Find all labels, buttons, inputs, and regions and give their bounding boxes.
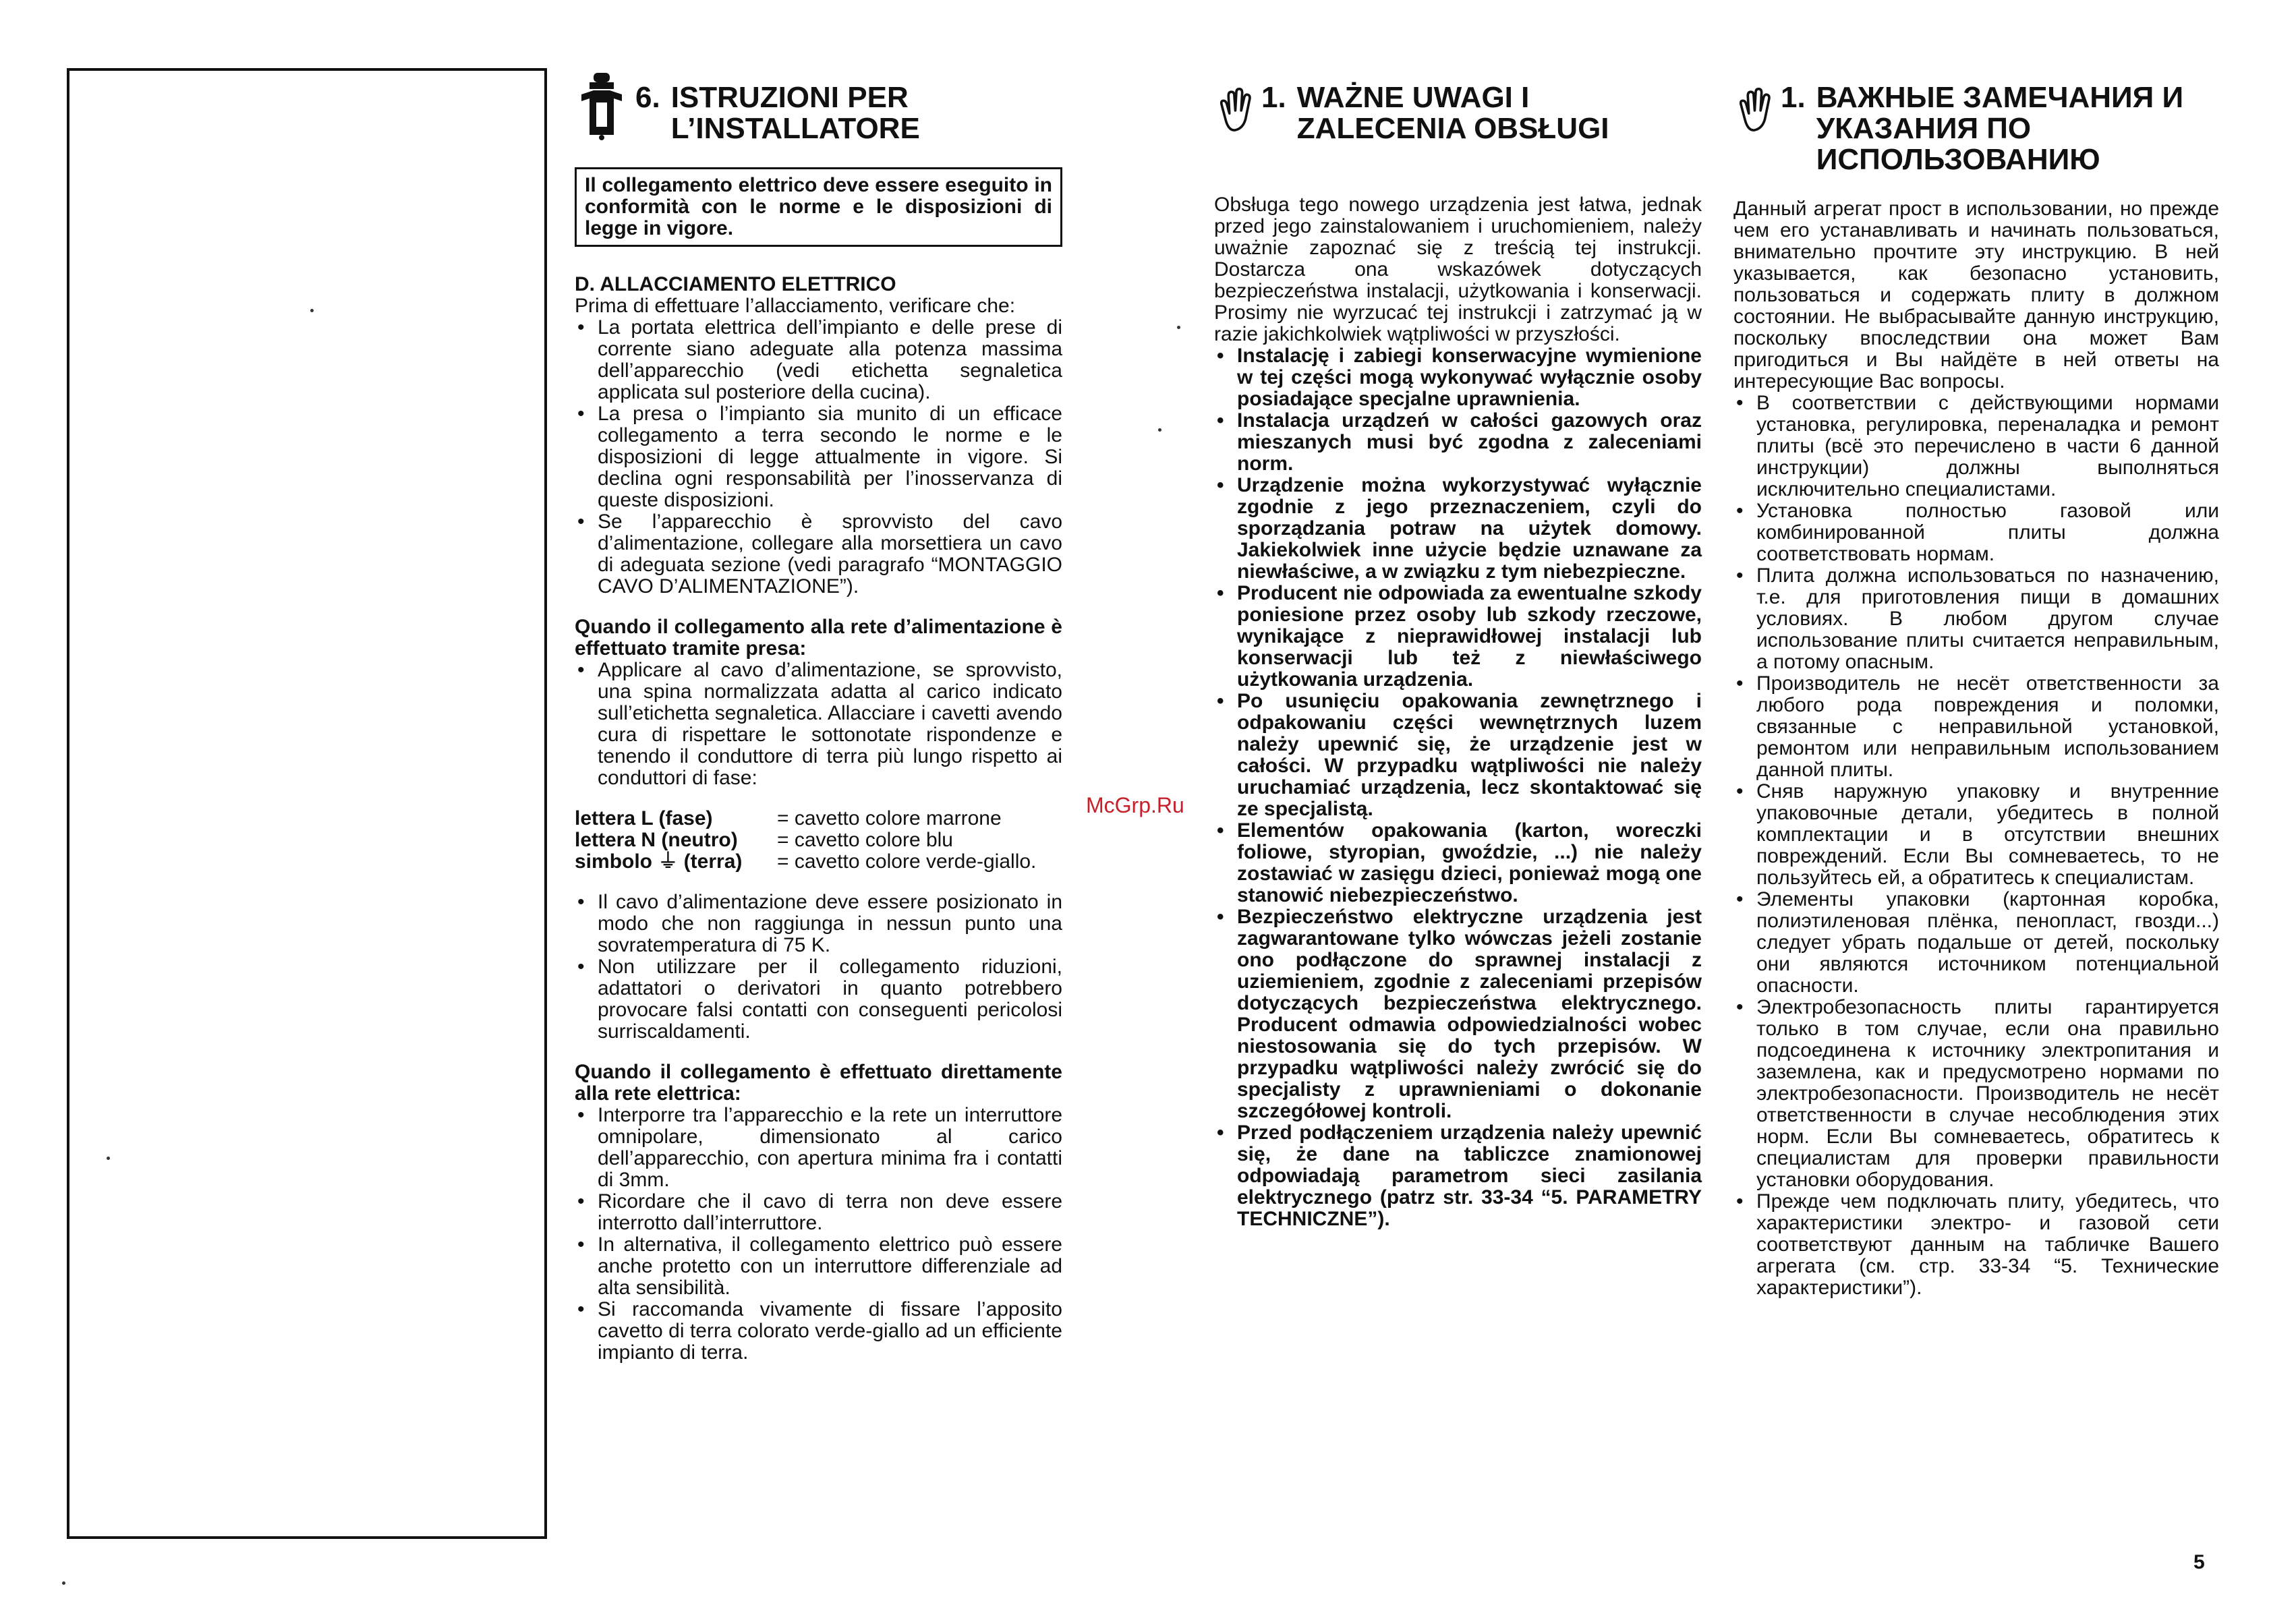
- list-item: • Установка полностью газовой или комбинированной плиты должна соответствовать нормам.: [1733, 500, 2219, 565]
- list-item: • Se l’apparecchio è sprovvisto del cavo d’alimentazione, collegare alla morsettiera un cavo di adeguata sezione (vedi paragrafo “MONTAGGIO CAVO D’ALIMENTAZIONE”).: [575, 511, 1062, 598]
- polish-section-number: 1.: [1261, 81, 1286, 114]
- list-item: • Электробезопасность плиты гарантируется только в том случае, если она правильно подсоединена к источнику электропитания и заземлена, как и предусмотрено нормами по электробезопасности. Производитель не несёт ответственности в случае несоблюдения этих норм. Если Вы сомневаетесь, обратитесь к специалистам для проверки правильности установки оборудования.: [1733, 997, 2219, 1191]
- list-item: • Il cavo d’alimentazione deve essere posizionato in modo che non raggiunga in nessun punto una sovratemperatura di 75 K.: [575, 892, 1062, 956]
- list-item: • Non utilizzare per il collegamento riduzioni, adattatori o derivatori in quanto potrebbero provocare falsi contatti con conseguenti pericolosi surriscaldamenti.: [575, 956, 1062, 1043]
- page-number: 5: [2193, 1551, 2205, 1573]
- list-item: • Производитель не несёт ответственности за любого рода повреждения и поломки, связанные с неправильной установкой, ремонтом или неправильным использованием данной плиты.: [1733, 673, 2219, 781]
- section-d-title: D. ALLACCIAMENTO ELETTRICO: [575, 273, 896, 295]
- wire-label: simbolo ⏚ (terra): [575, 850, 743, 873]
- wire-value: = cavetto colore verde-giallo.: [777, 850, 1037, 873]
- scan-speck: [1158, 428, 1161, 432]
- list-item: • Прежде чем подключать плиту, убедитесь, что характеристики электро- и газовой сети соответствуют данным на табличке Вашего агрегата (см. стр. 33-34 “5. Технические характеристики”).: [1733, 1191, 2219, 1299]
- list-item: • Сняв наружную упаковку и внутренние упаковочные детали, убедитесь в полной комплектации и в отсутствии внешних повреждений. Если Вы сомневаетесь, то не пользуйтесь ей, а обратитесь к специалистам.: [1733, 781, 2219, 889]
- russian-intro: Данный агрегат прост в использовании, но прежде чем его устанавливать и начинать пользоваться, внимательно прочтите эту инструкцию. В ней указывается, как безопасно установить, пользоваться и содержать плиту в должном состоянии. Не выбрасывайте данную инструкцию, поскольку впоследствии она может Вам пригодиться и Вы найдёте в ней ответы на интересующие Вас вопросы.: [1733, 198, 2219, 392]
- blank-panel: [67, 68, 547, 1539]
- italian-intro: Prima di effettuare l’allacciamento, verificare che:: [575, 295, 1016, 317]
- direct-list: [575, 1105, 1062, 1364]
- polish-title-line1: WAŻNE UWAGI I: [1296, 81, 1530, 114]
- italian-title-line2: L’INSTALLATORE: [670, 112, 920, 145]
- russian-list: [1733, 392, 2219, 1299]
- list-item: • Плита должна использоваться по назначению, т.е. для приготовления пищи в домашних условиях. В любом другом случае использование плиты считается неправильным, а потому опасным.: [1733, 565, 2219, 673]
- italian-section-number: 6.: [635, 81, 660, 114]
- list-item: • Ricordare che il cavo di terra non deve essere interrotto dall’interruttore.: [575, 1191, 1062, 1234]
- polish-intro: Obsługa tego nowego urządzenia jest łatwa, jednak przed jego zainstalowaniem i uruchomieniem, należy uważnie zapoznać się z treścią tej instrukcji. Dostarcza ona wskazówek dotyczących bezpieczeństwa instalacji, użytkowania i konserwacji. Prosimy nie wyrzucać tej instrukcji i zatrzymać ją w razie jakichkolwiek wątpliwości w przyszłości.: [1214, 194, 1702, 345]
- hand-icon: [1733, 85, 1774, 139]
- list-item: • Элементы упаковки (картонная коробка, полиэтиленовая плёнка, пенопласт, гвозди...) следует убрать подальше от детей, поскольку они являются источником потенциальной опасности.: [1733, 889, 2219, 997]
- list-item: • La portata elettrica dell’impianto e delle prese di corrente siano adeguate alla potenza massima dell’apparecchio (vedi etichetta segnaletica applicata sul posteriore della cucina).: [575, 317, 1062, 403]
- list-item: • In alternativa, il collegamento elettrico può essere anche protetto con un interruttore differenziale ad alta sensibilità.: [575, 1234, 1062, 1299]
- russian-section-title: [1816, 82, 2183, 175]
- wire-value: = cavetto colore marrone: [777, 807, 1002, 829]
- italian-section-title: [671, 82, 920, 144]
- italian-section-header: [575, 67, 1062, 144]
- cable-list: [575, 892, 1062, 1043]
- list-item: • Urządzenie można wykorzystywać wyłącznie zgodnie z jego przeznaczeniem, czyli do sporządzania potraw na użytek domowy. Jakiekolwiek inne użycie będzie uznawane za niewłaściwe, a w związku z tym niebezpieczne.: [1214, 475, 1702, 583]
- polish-list: [1214, 345, 1702, 1230]
- list-item: • Elementów opakowania (karton, woreczki foliowe, styropian, gwoździe, ...) nie należy zostawiać w zasięgu dzieci, ponieważ mogą one stanowić niebezpieczeństwo.: [1214, 820, 1702, 906]
- list-item: • La presa o l’impianto sia munito di un efficace collegamento a terra secondo le norme e le disposizioni di legge attualmente in vigore. Si declina ogni responsabilità per l’inosservanza di queste disposizioni.: [575, 403, 1062, 511]
- italian-checks-list: [575, 317, 1062, 598]
- polish-title-line2: ZALECENIA OBSŁUGI: [1296, 112, 1609, 145]
- wire-label: lettera N (neutro): [575, 829, 738, 851]
- installer-icon: [575, 67, 629, 142]
- list-item: • Producent nie odpowiada za ewentualne szkody poniesione przez osoby lub szkody rzeczowe, wynikające z nieprawidłowej instalacji lub konserwacji lub też z niewłaściwego użytkowania urządzenia.: [1214, 583, 1702, 691]
- russian-column: [1733, 67, 2219, 1299]
- list-item: • Bezpieczeństwo elektryczne urządzenia jest zagwarantowane tylko wówczas jeżeli zostanie ono podłączone do sprawnej instalacji z uziemieniem, zgodnie z zaleceniami przepisów dotyczących bezpieczeństwa elektrycznego. Producent odmawia odpowiedzialności wobec niestosowania się do tych przepisów. W przypadku wątpliwości należy zwrócić się do specjalisty z uprawnieniami o dokonanie szczegółowej kontroli.: [1214, 906, 1702, 1122]
- italian-title-line1: ISTRUZIONI PER: [670, 81, 909, 114]
- list-item: • Applicare al cavo d’alimentazione, se sprovvisto, una spina normalizzata adatta al carico indicato sull’etichetta segnaletica. Allacciare i cavetti avendo cura di rispettare le sottonotate rispondenze e tenendo il conduttore di terra più lungo rispetto ai conduttori di fase:: [575, 660, 1062, 789]
- list-item: • Przed podłączeniem urządzenia należy upewnić się, że dane na tabliczce znamionowej odpowiadają parametrom sieci zasilania elektrycznego (patrz str. 33-34 “5. PARAMETRY TECHNICZNE”).: [1214, 1122, 1702, 1230]
- russian-section-number: 1.: [1781, 81, 1806, 114]
- wire-color-table: [575, 808, 1062, 873]
- scan-speck: [1177, 326, 1180, 329]
- list-item: • В соответствии с действующими нормами установка, регулировка, переналадка и ремонт плиты (всё это перечислено в части 6 данной инструкции) должны выполняться исключительно специалистами.: [1733, 392, 2219, 500]
- russian-title-line3: ИСПОЛЬЗОВАНИЮ: [1816, 143, 2100, 176]
- polish-column: [1214, 67, 1702, 1230]
- list-item: • Po usunięciu opakowania zewnętrznego i odpakowaniu części wewnętrznych luzem należy upewnić się, że urządzenie jest w całości. W przypadku wątpliwości nie należy uruchamiać urządzenia, lecz skontaktować się ze specjalistą.: [1214, 691, 1702, 820]
- polish-section-header: [1214, 67, 1702, 144]
- wire-value: = cavetto colore blu: [777, 829, 953, 851]
- wire-label: lettera L (fase): [575, 807, 713, 829]
- list-item: • Interporre tra l’apparecchio e la rete un interruttore omnipolare, dimensionato al carico dell’apparecchio, con apertura minima fra i contatti di 3mm.: [575, 1105, 1062, 1191]
- polish-section-title: [1297, 82, 1609, 144]
- list-item: • Instalację i zabiegi konserwacyjne wymienione w tej części mogą wykonywać wyłącznie osoby posiadające specjalne uprawnienia.: [1214, 345, 1702, 410]
- direct-heading: Quando il collegamento è effettuato direttamente alla rete elettrica:: [575, 1061, 1062, 1105]
- list-item: • Si raccomanda vivamente di fissare l’apposito cavetto di terra colorato verde-giallo ad un efficiente impianto di terra.: [575, 1299, 1062, 1364]
- hand-icon: [1214, 85, 1255, 139]
- scan-speck: [62, 1581, 65, 1585]
- scan-speck: [310, 309, 314, 312]
- italian-column: [575, 67, 1062, 1364]
- list-item: • Instalacja urządzeń w całości gazowych oraz mieszanych musi być zgodna z zaleceniami norm.: [1214, 410, 1702, 475]
- electrical-notice-box: Il collegamento elettrico deve essere eseguito in conformità con le norme e le disposizioni di legge in vigore.: [575, 167, 1062, 247]
- russian-title-line1: ВАЖНЫЕ ЗАМЕЧАНИЯ И: [1816, 81, 2184, 114]
- plug-heading: Quando il collegamento alla rete d’alimentazione è effettuato tramite presa:: [575, 616, 1062, 660]
- plug-list: [575, 660, 1062, 789]
- russian-title-line2: УКАЗАНИЯ ПО: [1816, 112, 2032, 145]
- watermark: McGrp.Ru: [1086, 793, 1184, 817]
- russian-section-header: [1733, 67, 2219, 175]
- scan-speck: [107, 1157, 110, 1160]
